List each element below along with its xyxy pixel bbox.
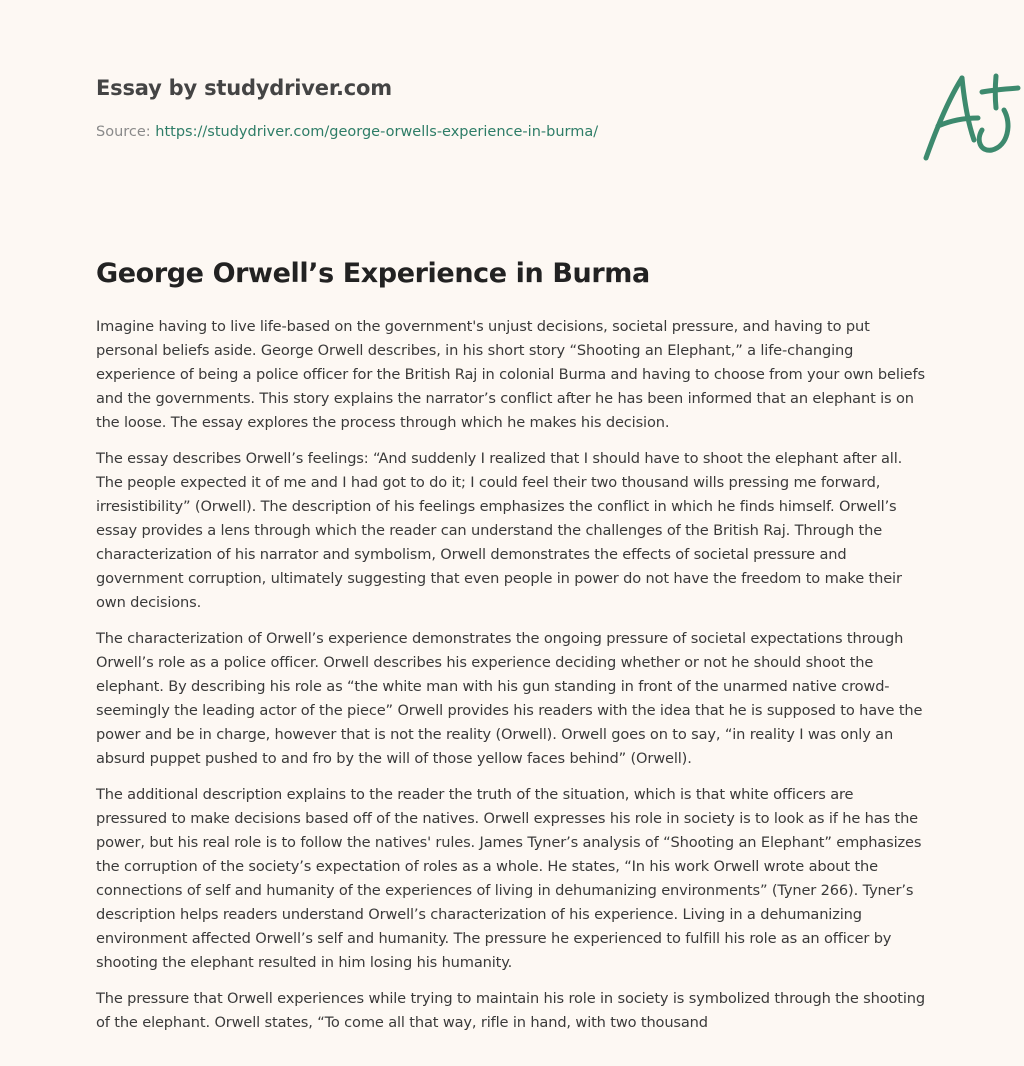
essay-paragraph: Imagine having to live life-based on the government's unjust decisions, societal pressure, and having to put personal beliefs aside. George Orwell describes, in his short story “Shooting an Elephant,” a life-changing experience of being a police officer for the British Raj in colonial Burma and having to choose from your own beliefs and the governments. This story explains the narrator’s conflict after he has been informed that an elephant is on the loose. The essay explores the process through which he makes his decision.: [96, 318, 925, 431]
essay-paragraph: The additional description explains to the reader the truth of the situation, which is that white officers are pressured to make decisions based off of the natives. Orwell expresses his role in society is to look as if he has the power, but his real role is to follow the natives' rules. James Tyner’s analysis of “Shooting an Elephant” emphasizes the corruption of the society’s expectation of roles as a whole. He states, “In his work Orwell wrote about the connections of self and humanity of the experiences of living in dehumanizing environments” (Tyner 266). Tyner’s description helps readers understand Orwell’s characterization of his experience. Living in a dehumanizing environment affected Orwell’s self and humanity. The pressure he experienced to fulfill his role as an officer by shooting the elephant resulted in him losing his humanity.: [96, 786, 922, 971]
essay-paragraph: The characterization of Orwell’s experience demonstrates the ongoing pressure of societal expectations through Orwell’s role as a police officer. Orwell describes his experience deciding whether or not he should shoot the elephant. By describing his role as “the white man with his gun standing in front of the unarmed native crowd-seemingly the leading actor of the piece” Orwell provides his readers with the idea that he is supposed to have the power and be in charge, however that is not the reality (Orwell). Orwell goes on to say, “in reality I was only an absurd puppet pushed to and fro by the will of those yellow faces behind” (Orwell).: [96, 630, 923, 767]
site-brand: Essay by studydriver.com: [96, 76, 392, 100]
source-line: [96, 124, 598, 140]
source-label: Source:: [96, 124, 156, 140]
essay-title: George Orwell’s Experience in Burma: [96, 258, 650, 289]
source-link[interactable]: https://studydriver.com/george-orwells-experience-in-burma/: [155, 124, 599, 140]
essay-paragraph: The pressure that Orwell experiences while trying to maintain his role in society is symbolized through the shooting of the elephant. Orwell states, “To come all that way, rifle in hand, with two thousand: [96, 990, 925, 1031]
essay-paragraph: The essay describes Orwell’s feelings: “And suddenly I realized that I should have to shoot the elephant after all. The people expected it of me and I had got to do it; I could feel their two thousand wills pressing me forward, irresistibility” (Orwell). The description of his feelings emphasizes the conflict in which he finds himself. Orwell’s essay provides a lens through which the reader can understand the challenges of the British Raj. Through the characterization of his narrator and symbolism, Orwell demonstrates the effects of societal pressure and government corruption, ultimately suggesting that even people in power do not have the freedom to make their own decisions.: [96, 450, 903, 611]
a-plus-logo-icon: [918, 68, 1022, 164]
essay-body: [96, 315, 928, 1047]
